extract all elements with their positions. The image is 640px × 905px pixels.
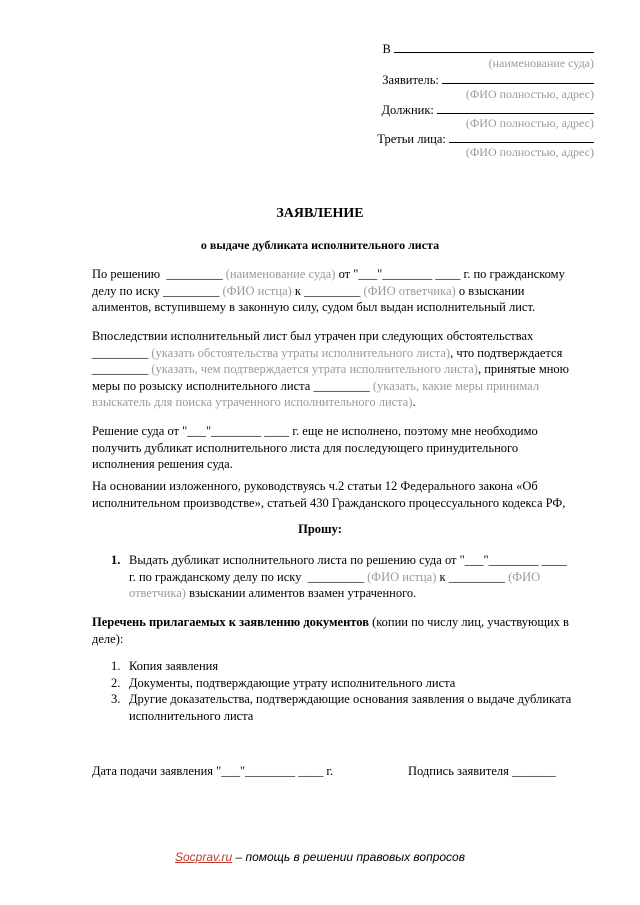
third-hint: (ФИО полностью, адрес) — [465, 145, 594, 159]
p2-hint-circumstances: (указать обстоятельства утраты исполнительного листа) — [151, 345, 451, 360]
third-blank — [449, 130, 594, 143]
request-text-2: г. по гражданскому делу по иску — [129, 569, 302, 584]
request-text-3: к — [439, 569, 446, 584]
p3-line-3: исполнения решения суда. — [92, 457, 233, 471]
p3-line-2: получить дубликат исполнительного листа для последующего принудительного — [92, 440, 519, 455]
p2-text-5: . — [412, 395, 416, 409]
p1-text-4: к — [294, 283, 301, 298]
p2-text-1: Впоследствии исполнительный лист был утрачен при следующих обстоятельствах — [92, 329, 534, 343]
request-item — [111, 552, 601, 602]
p2-text-2: , что подтверждается — [450, 345, 563, 360]
applicant-row — [382, 71, 594, 88]
p1-blank-defendant: _________ — [304, 283, 361, 298]
p2-hint-measures-2: взыскатель для поиска утраченного исполнительного листа) — [92, 395, 413, 409]
p2-hint-proof: (указать, чем подтверждается утрата исполнительного листа) — [151, 362, 478, 376]
applicant-hint: (ФИО полностью, адрес) — [465, 87, 594, 101]
applicant-blank — [442, 71, 594, 84]
request-hint-plaintiff: (ФИО истца) — [367, 569, 437, 584]
request-line-1: Выдать дубликат исполнительного листа по решению суда от "___"________ ____ — [129, 553, 567, 567]
document-title: ЗАЯВЛЕНИЕ — [276, 206, 364, 221]
paragraph-2 — [92, 328, 597, 411]
submission-date: Дата подачи заявления "___"________ ____ г. — [92, 764, 334, 778]
applicant-signature: Подпись заявителя _______ — [408, 764, 556, 778]
p2-hint-measures: (указать, какие меры принимал — [372, 378, 540, 393]
p2-blank-proof: _________ — [92, 362, 149, 376]
applicant-label: Заявитель: — [382, 73, 439, 87]
document-subtitle: о выдаче дубликата исполнительного листа — [200, 238, 440, 252]
p2-text-4: меры по розыску исполнительного листа — [92, 378, 311, 393]
court-blank — [394, 40, 594, 53]
request-hint-defendant-2: ответчика) — [129, 586, 186, 600]
paragraph-1 — [92, 266, 597, 316]
third-label: Третьи лица: — [377, 132, 446, 146]
request-hint-defendant: (ФИО — [508, 569, 541, 584]
list-item-text: Другие доказательства, подтверждающие основания заявления о выдаче дубликата — [129, 692, 572, 706]
paragraph-4 — [92, 478, 597, 511]
list-item — [111, 675, 601, 692]
court-hint: (наименование суда) — [488, 56, 594, 70]
attachments-heading — [92, 614, 597, 647]
list-item — [111, 691, 601, 724]
request-text-4: взыскании алиментов взамен утраченного. — [189, 586, 417, 600]
footer-tagline: – помощь в решении правовых вопросов — [232, 850, 465, 864]
p1-text-1: По решению — [92, 267, 161, 281]
p1-blank-plaintiff: _________ — [163, 283, 220, 298]
attachments-heading-rest: (копии по числу лиц, участвующих в — [372, 615, 569, 629]
p1-text-2: от "___"________ ____ г. по гражданскому — [338, 267, 565, 281]
court-label: В — [382, 42, 391, 56]
attachments-list — [111, 658, 601, 724]
list-item-text: Копия заявления — [129, 659, 219, 673]
p1-hint-defendant: (ФИО ответчика) — [363, 283, 456, 298]
court-row — [383, 40, 594, 57]
list-item-number: 1. — [111, 659, 121, 673]
p1-hint-plaintiff: (ФИО истца) — [222, 283, 292, 298]
p4-line-1: На основании изложенного, руководствуясь ч.2 статьи 12 Федерального закона «Об — [92, 479, 538, 493]
p1-blank-court: _________ — [166, 267, 223, 281]
debtor-label: Должник: — [381, 103, 434, 117]
p1-text-3: делу по иску — [92, 283, 160, 298]
footer — [0, 850, 640, 864]
p3-line-1: Решение суда от "___"________ ____ г. еще не исполнено, поэтому мне необходимо — [92, 424, 538, 438]
request-blank-defendant: _________ — [448, 569, 505, 584]
list-item — [111, 658, 601, 675]
list-item-text-2: исполнительного листа — [129, 708, 254, 723]
p1-text-5: о взыскании — [458, 283, 525, 298]
p2-text-3: , принятые мною — [477, 362, 570, 376]
list-item-number: 2. — [111, 675, 121, 690]
request-blank-plaintiff: _________ — [307, 569, 364, 584]
list-item-number: 3. — [111, 692, 121, 706]
debtor-blank — [437, 101, 594, 114]
attachments-heading-line-2: деле): — [92, 631, 124, 646]
debtor-hint: (ФИО полностью, адрес) — [465, 116, 594, 130]
list-item-text: Документы, подтверждающие утрату исполнительного листа — [129, 675, 456, 690]
request-heading: Прошу: — [298, 522, 342, 536]
p2-blank-circumstances: _________ — [92, 345, 149, 360]
p4-line-2: исполнительном производстве», статьей 430 Гражданского процессуального кодекса РФ, — [92, 495, 566, 510]
p2-blank-measures: _________ — [313, 378, 370, 393]
attachments-heading-bold: Перечень прилагаемых к заявлению документов — [92, 615, 369, 629]
paragraph-3 — [92, 423, 597, 473]
p1-text-6: алиментов, вступившему в законную силу, судом был выдан исполнительный лист. — [92, 300, 536, 314]
request-item-number: 1. — [111, 553, 121, 567]
p1-hint-court: (наименование суда) — [225, 267, 336, 281]
footer-link[interactable]: Socprav.ru — [175, 850, 233, 864]
